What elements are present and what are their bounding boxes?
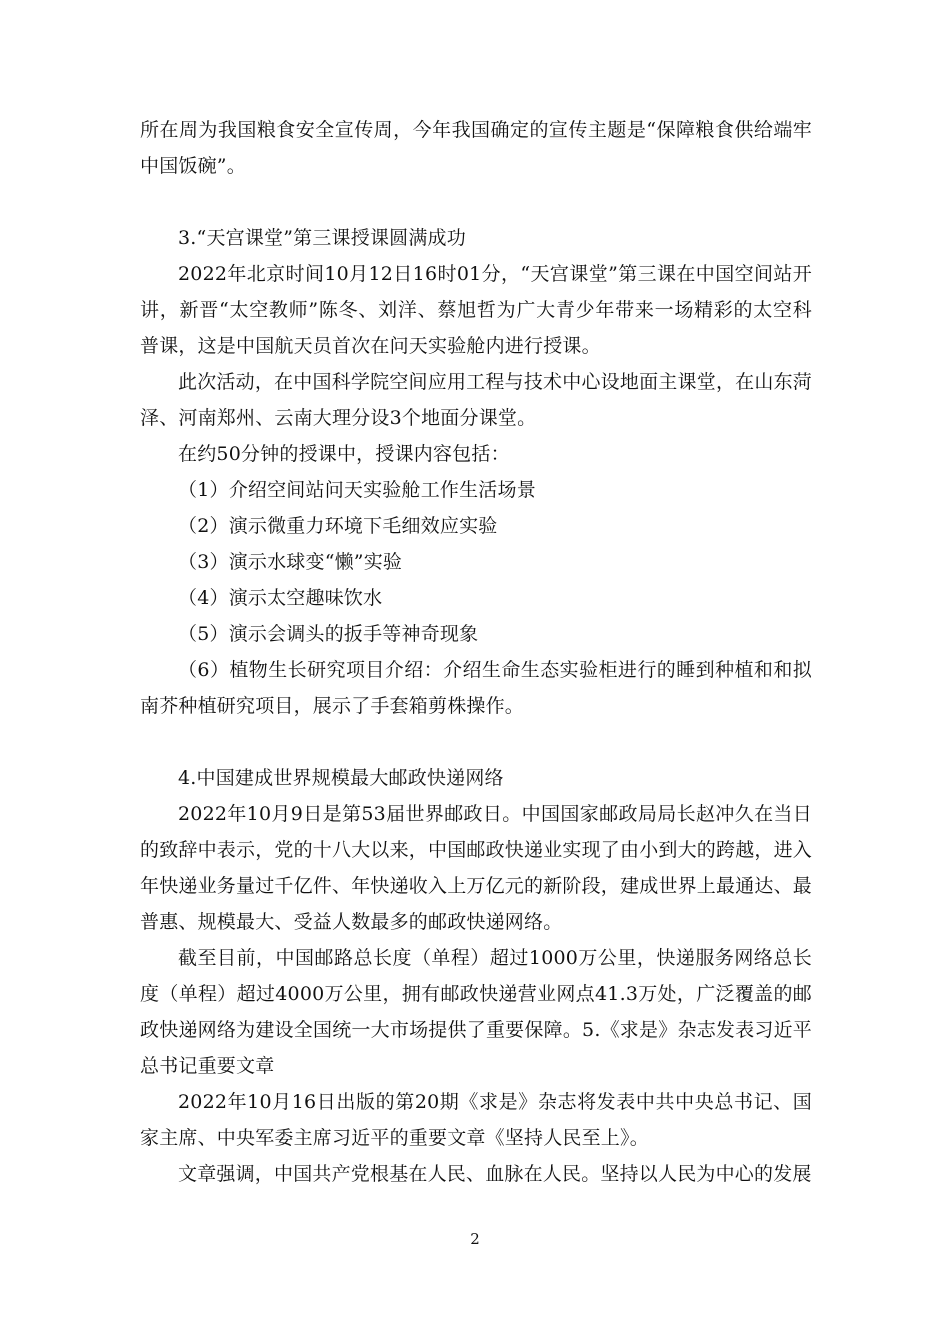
body-text (140, 112, 812, 1192)
paragraph: 2022年10月9日是第53届世界邮政日。中国国家邮政局局长赵冲久在当日的致辞中表示，党的十八大以来，中国邮政快递业实现了由小到大的跨越，进入年快递业务量过千亿件、年快递收入上万亿元的新阶段，建成世界上最通达、最普惠、规模最大、受益人数最多的邮政快递网络。 (140, 803, 813, 933)
blank-line (140, 184, 812, 220)
list-item: （3）演示水球变“懒”实验 (178, 551, 403, 573)
list-item: （5）演示会调头的扳手等神奇现象 (178, 623, 479, 645)
list-item: （1）介绍空间站问天实验舱工作生活场景 (178, 479, 536, 501)
paragraph: 所在周为我国粮食安全宣传周，今年我国确定的宣传主题是“保障粮食供给端牢中国饭碗”。 (140, 119, 812, 177)
paragraph: 在约50分钟的授课中，授课内容包括： (178, 443, 510, 465)
paragraph: 2022年北京时间10月12日16时01分，“天宫课堂”第三课在中国空间站开讲，新晋“太空教师”陈冬、刘洋、蔡旭哲为广大青少年带来一场精彩的太空科普课，这是中国航天员首次在问天实验舱内进行授课。 (140, 263, 812, 357)
list-item: （4）演示太空趣味饮水 (178, 587, 383, 609)
paragraph: 文章强调，中国共产党根基在人民、血脉在人民。坚持以人民为中心的发展 (178, 1163, 812, 1185)
paragraph: 3.“天宫课堂”第三课授课圆满成功 (178, 227, 466, 249)
paragraph: 此次活动，在中国科学院空间应用工程与技术中心设地面主课堂，在山东菏泽、河南郑州、云南大理分设3个地面分课堂。 (140, 371, 812, 429)
paragraph: 截至目前，中国邮路总长度（单程）超过1000万公里，快递服务网络总长度（单程）超过4000万公里，拥有邮政快递营业网点41.3万处，广泛覆盖的邮政快递网络为建设全国统一大市场提供了重要保障。5.《求是》杂志发表习近平总书记重要文章 (140, 947, 812, 1077)
list-item: （2）演示微重力环境下毛细效应实验 (178, 515, 498, 537)
paragraph: （6）植物生长研究项目介绍：介绍生命生态实验柜进行的睡到种植和和拟南芥种植研究项目，展示了手套箱剪株操作。 (140, 659, 812, 717)
blank-line (140, 724, 812, 760)
paragraph: 4.中国建成世界规模最大邮政快递网络 (178, 767, 504, 789)
paragraph: 2022年10月16日出版的第20期《求是》杂志将发表中共中央总书记、国家主席、中央军委主席习近平的重要文章《坚持人民至上》。 (140, 1091, 812, 1149)
page-number: 2 (470, 1230, 480, 1248)
